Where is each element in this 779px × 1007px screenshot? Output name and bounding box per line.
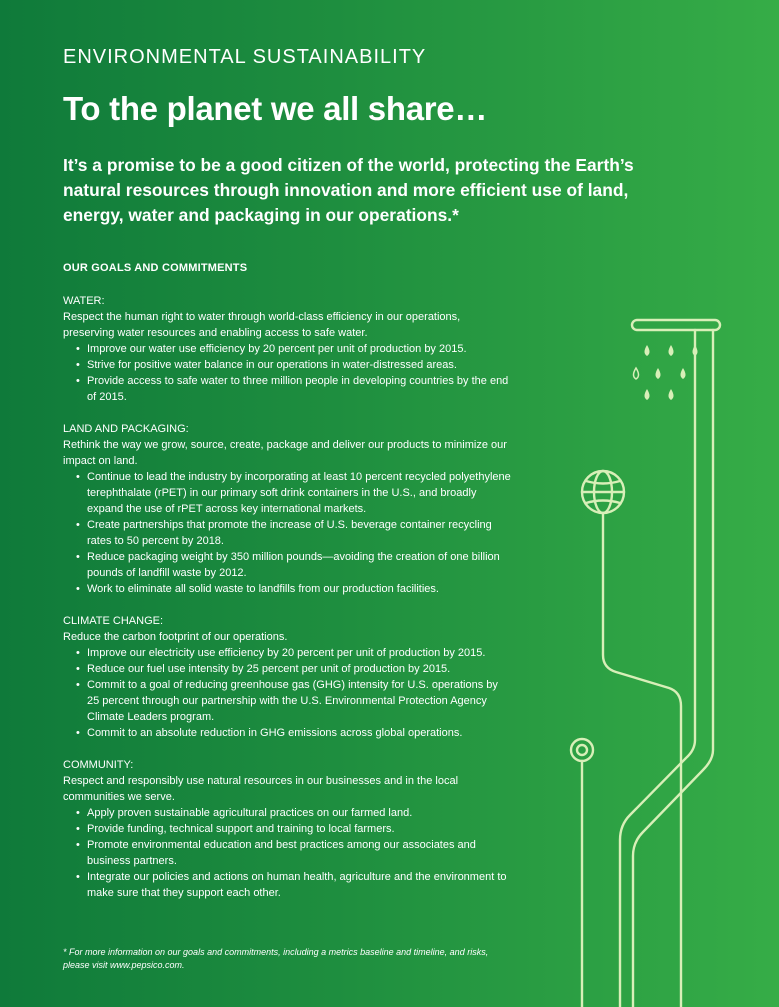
goal-bullet: • Provide funding, technical support and training to local farmers.: [87, 821, 513, 837]
bulb-icon: [571, 739, 593, 1007]
goal-section-heading: CLIMATE CHANGE:: [63, 615, 164, 627]
water-drop-outline: [634, 368, 639, 379]
goal-bullet: • Apply proven sustainable agricultural practices on our farmed land.: [87, 805, 513, 821]
goal-bullet: • Create partnerships that promote the increase of U.S. beverage container recycling rates to 50 percent by 2018.: [87, 517, 513, 549]
goal-bullet: • Strive for positive water balance in our operations in water-distressed areas.: [87, 357, 513, 373]
goal-section-heading: COMMUNITY:: [63, 759, 134, 771]
goal-bullet: • Improve our water use efficiency by 20 percent per unit of production by 2015.: [87, 341, 513, 357]
shower-icon: [620, 320, 720, 1007]
intro-paragraph: It’s a promise to be a good citizen of the world, protecting the Earth’s natural resources through innovation and more efficient use of land, energy, water and packaging in our operations.*: [63, 155, 634, 225]
water-drops: [645, 345, 698, 400]
goal-bullet: • Promote environmental education and best practices among our associates and business partners.: [87, 837, 513, 869]
goal-section-description: Respect the human right to water through world-class efficiency in our operations, preserving water resources and enabling access to safe water.: [63, 311, 461, 339]
goal-section-description: Respect and responsibly use natural resources in our businesses and in the local communities we serve.: [63, 775, 459, 803]
goal-bullet: • Improve our electricity use efficiency by 20 percent per unit of production by 2015.: [87, 645, 513, 661]
goal-section-description: Reduce the carbon footprint of our operations.: [63, 631, 288, 643]
footnote: * For more information on our goals and commitments, including a metrics baseline and timeline, and risks, please visit www.pepsico.com.: [63, 947, 489, 970]
globe-icon: [582, 471, 681, 1007]
goal-section-heading: WATER:: [63, 295, 105, 307]
goal-bullet: • Reduce packaging weight by 350 million pounds—avoiding the creation of one billion pounds of landfill waste by 2012.: [87, 549, 513, 581]
goal-bullet: • Continue to lead the industry by incorporating at least 10 percent recycled polyethylene terephthalate (rPET) in our primary soft drink containers in the U.S., and broadly expand the use of rPET across key international markets.: [87, 469, 513, 517]
goal-bullet: • Integrate our policies and actions on human health, agriculture and the environment to make sure that they support each other.: [87, 869, 513, 901]
goals-heading: OUR GOALS AND COMMITMENTS: [63, 262, 248, 274]
goal-bullet: • Provide access to safe water to three million people in developing countries by the end of 2015.: [87, 373, 513, 405]
goal-bullet: • Reduce our fuel use intensity by 25 percent per unit of production by 2015.: [87, 661, 513, 677]
section-kicker: ENVIRONMENTAL SUSTAINABILITY: [63, 46, 427, 68]
goal-bullet: • Commit to an absolute reduction in GHG emissions across global operations.: [87, 725, 513, 741]
goal-bullet: • Commit to a goal of reducing greenhouse gas (GHG) intensity for U.S. operations by 25 percent through our partnership with the U.S. Environmental Protection Agency Climate Leaders program.: [87, 677, 513, 725]
goal-bullet: • Work to eliminate all solid waste to landfills from our production facilities.: [87, 581, 513, 597]
goal-section-description: Rethink the way we grow, source, create, package and deliver our products to minimize our impact on land.: [63, 439, 507, 467]
goal-section-heading: LAND AND PACKAGING:: [63, 423, 189, 435]
page-title: To the planet we all share…: [63, 90, 488, 127]
